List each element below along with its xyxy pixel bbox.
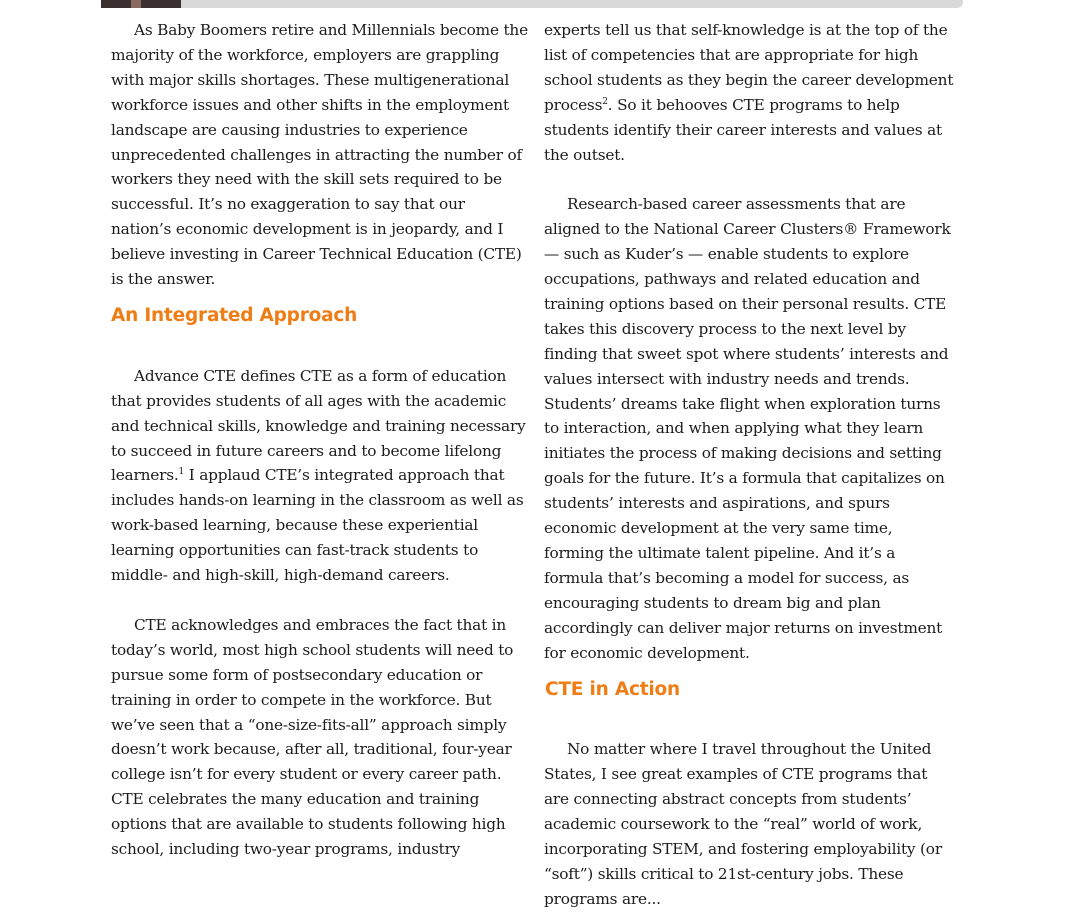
left-column <box>111 18 529 862</box>
continued-paragraph <box>544 18 954 167</box>
footnote-marker-2: 2 <box>602 96 608 107</box>
footnote-marker-1: 1 <box>178 467 185 478</box>
right-column <box>544 18 954 912</box>
paragraph-text: experts tell us that self-knowledge is at the top of the list of competencies that are appropriate for high school students as they begin the career development process <box>544 21 954 114</box>
cte-in-action-paragraph: No matter where I travel throughout the United States, I see great examples of CTE programs that are connecting abstract concepts from students’ academic coursework to the “real” world of work, incorporating STEM, and fostering employability (or “soft”) skills critical to 21st-century jobs. These programs are... <box>544 740 942 908</box>
paragraph-text: I applaud CTE’s integrated approach that includes hands-on learning in the classroom as well as work-based learning, because these experiential learning opportunities can fast-track students to middle- and high-skill, high-demand careers. <box>111 466 524 585</box>
paragraph-text: Advance CTE defines CTE as a form of education that provides students of all ages with the academic and technical skills, knowledge and training necessary to succeed in future careers and to become lifelong learners. <box>111 366 526 485</box>
section-heading-integrated-approach: An Integrated Approach <box>111 304 358 326</box>
cte-embraces-paragraph: CTE acknowledges and embraces the fact that in today’s world, most high school students will need to pursue some form of postsecondary education or training in order to compete in the workforce. But we’ve seen that a “one-size-fits-all” approach simply doesn’t work because, after all, traditional, four-year college isn’t for every student or every career path. CTE celebrates the many education and training options that are available to students following high school, including two-year programs, industry <box>111 615 514 859</box>
header-bar <box>101 0 963 8</box>
assessments-paragraph: Research-based career assessments that are aligned to the National Career Clusters® Framework — such as Kuder’s — enable students to explore occupations, pathways and related education and training options based on their personal results. CTE takes this discovery process to the next level by finding that sweet spot where students’ interests and values intersect with industry needs and trends. Students’ dreams take flight when exploration turns to interaction, and when applying what they learn initiates the process of making decisions and setting goals for the future. It’s a formula that capitalizes on students’ interests and aspirations, and spurs economic development at the very same time, forming the ultimate talent pipeline. And it’s a formula that’s becoming a model for success, as encouraging students to dream big and plan accordingly can deliver major returns on investment for economic development. <box>544 195 951 662</box>
author-photo <box>101 0 181 8</box>
intro-paragraph: As Baby Boomers retire and Millennials become the majority of the workforce, employers are grappling with major skills shortages. These multigenerational workforce issues and other shifts in the employment landscape are causing industries to experience unprecedented challenges in attracting the number of workers they need with the skill sets required to be successful. It’s no exaggeration to say that our nation’s economic development is in jeopardy, and I believe investing in Career Technical Education (CTE) is the answer. <box>111 21 528 289</box>
paragraph-text: . So it behooves CTE programs to help students identify their career interests and values at the outset. <box>544 95 942 164</box>
section-heading-cte-in-action: CTE in Action <box>545 678 680 700</box>
advance-cte-paragraph <box>111 364 529 588</box>
